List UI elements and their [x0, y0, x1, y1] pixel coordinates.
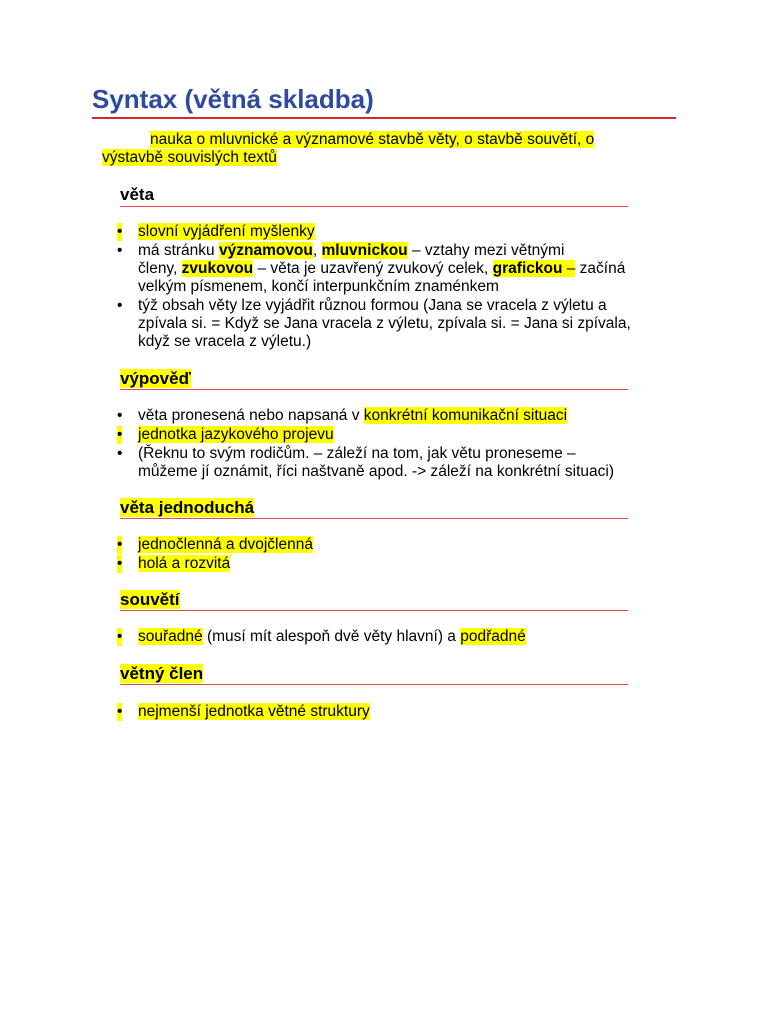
- section-heading-clen: větný člen: [120, 664, 204, 683]
- intro-paragraph: [102, 131, 662, 167]
- bullet-icon: •: [117, 242, 123, 259]
- list-item: [118, 223, 658, 241]
- list-item: • věta pronesená nebo napsaná v konkrétní komunikační situaci: [117, 407, 568, 424]
- bullet-icon: •: [117, 703, 123, 720]
- keyword-grafickou: grafickou: [492, 260, 563, 277]
- bullet-icon: •: [117, 426, 123, 443]
- list-item: • (Řeknu to svým rodičům. – záleží na tom, jak větu proneseme – můžeme jí oznámit, říci naštvaně apod. -> záleží na konkrétní situaci): [117, 445, 614, 480]
- list-vypoved: [118, 407, 658, 482]
- section-heading-vypoved: výpověď: [120, 369, 191, 388]
- bullet-icon: •: [117, 536, 123, 553]
- item-text: slovní vyjádření myšlenky: [138, 223, 315, 240]
- bullet-icon: •: [117, 407, 123, 424]
- bullet-icon: •: [117, 555, 123, 572]
- bullet-icon: •: [117, 297, 123, 314]
- list-clen: [118, 703, 658, 722]
- intro-line-1: nauka o mluvnické a významové stavbě věty, o stavbě souvětí, o: [150, 131, 595, 148]
- list-item: • souřadné (musí mít alespoň dvě věty hlavní) a podřadné: [117, 628, 526, 645]
- section-rule-jednoducha: [120, 518, 628, 519]
- section-heading-jednoducha: věta jednoduchá: [120, 498, 255, 517]
- list-souveti: [118, 628, 658, 647]
- keyword-zvukovou: zvukovou: [181, 260, 254, 277]
- list-item: • týž obsah věty lze vyjádřit různou formou (Jana se vracela z výletu a zpívala si. = Když se Jana vracela z výletu, zpívala si. = Jana si zpívala, když se vracela z výletu.): [117, 297, 631, 350]
- section-heading-souveti: souvětí: [120, 590, 180, 609]
- keyword-mluvnickou: mluvnickou: [321, 242, 408, 259]
- list-item: • nejmenší jednotka větné struktury: [117, 703, 370, 720]
- section-heading-veta: věta: [120, 185, 155, 204]
- list-item: • má stránku významovou, mluvnickou – vztahy mezi větnými členy, zvukovou – věta je uzavřený zvukový celek, grafickou – začíná velkým písmenem, končí interpunkčním znaménkem: [117, 242, 626, 295]
- intro-line-2: výstavbě souvislých textů: [102, 149, 277, 166]
- title-underline: [92, 117, 676, 119]
- bullet-icon: •: [117, 445, 123, 462]
- section-rule-souveti: [120, 610, 628, 611]
- list-item: • jednočlenná a dvojčlenná: [117, 536, 313, 553]
- list-jednoducha: [118, 536, 658, 574]
- page-title: Syntax (větná skladba): [92, 84, 374, 114]
- list-item: • jednotka jazykového projevu: [117, 426, 334, 443]
- bullet-icon: •: [117, 628, 123, 645]
- bullet-icon: •: [117, 223, 123, 240]
- list-veta: [118, 223, 658, 352]
- section-rule-vypoved: [120, 389, 628, 390]
- section-rule-clen: [120, 684, 628, 685]
- keyword-vyznamovou: významovou: [218, 242, 313, 259]
- section-rule-veta: [120, 206, 628, 207]
- list-item: • holá a rozvitá: [117, 555, 231, 572]
